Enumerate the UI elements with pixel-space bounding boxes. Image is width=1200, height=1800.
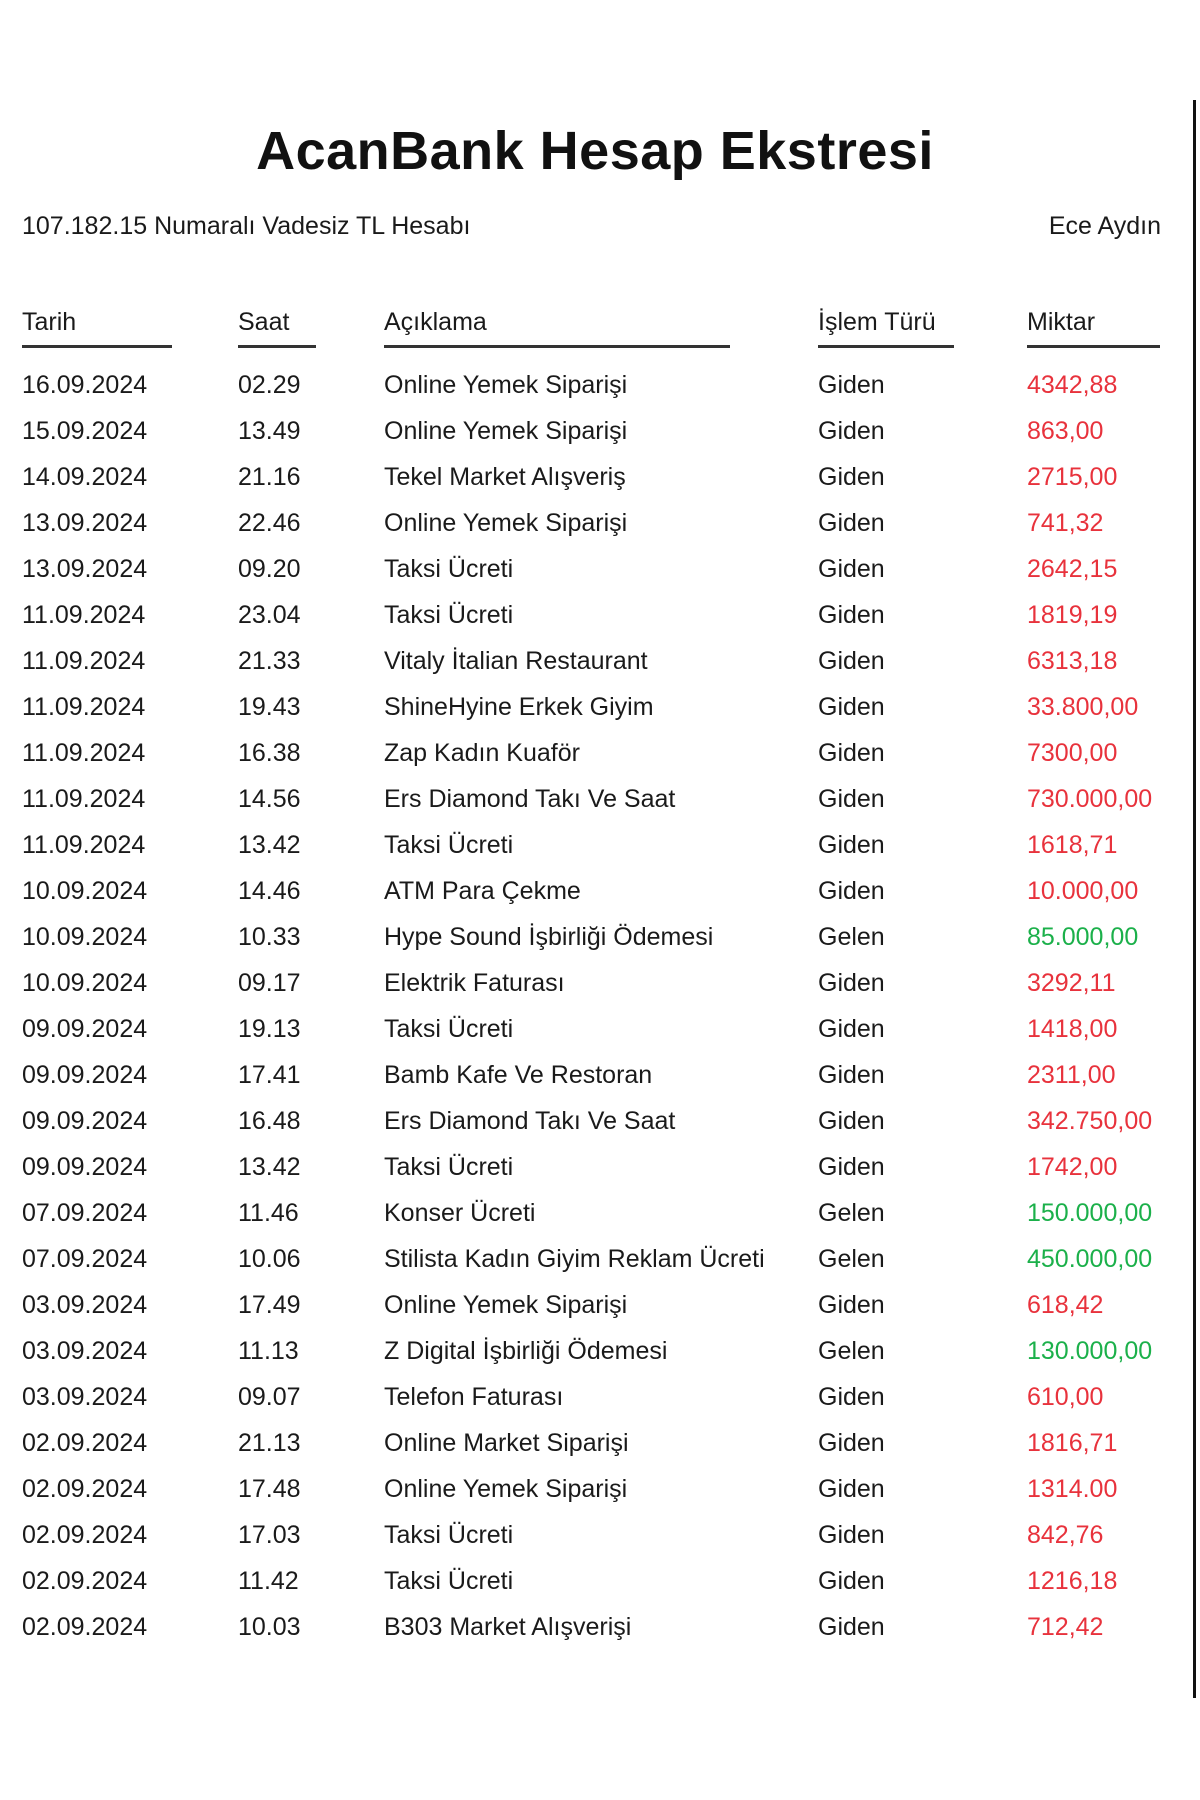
row-amount: 842,76 — [1027, 1521, 1104, 1549]
table-row — [0, 546, 1190, 592]
table-row — [0, 1144, 1190, 1190]
row-time: 16.38 — [238, 739, 301, 767]
row-description: Taksi Ücreti — [384, 601, 514, 629]
row-amount: 33.800,00 — [1027, 693, 1139, 721]
account-holder: Ece Aydın — [1048, 212, 1161, 240]
table-row — [0, 684, 1190, 730]
row-amount: 2642,15 — [1027, 555, 1118, 583]
row-time: 17.48 — [238, 1475, 301, 1503]
row-type: Giden — [818, 601, 885, 629]
table-row — [0, 1374, 1190, 1420]
row-time: 10.03 — [238, 1613, 301, 1641]
row-date: 02.09.2024 — [22, 1567, 148, 1595]
row-time: 14.56 — [238, 785, 301, 813]
table-row — [0, 1512, 1190, 1558]
row-type: Giden — [818, 1291, 885, 1319]
row-date: 07.09.2024 — [22, 1199, 148, 1227]
row-amount: 7300,00 — [1027, 739, 1118, 767]
row-description: ATM Para Çekme — [384, 877, 581, 905]
row-amount: 1618,71 — [1027, 831, 1118, 859]
row-type: Giden — [818, 647, 885, 675]
row-date: 16.09.2024 — [22, 371, 148, 399]
row-amount: 2715,00 — [1027, 463, 1118, 491]
row-type: Gelen — [818, 1199, 885, 1227]
row-time: 11.13 — [238, 1337, 299, 1365]
row-description: Online Market Siparişi — [384, 1429, 629, 1457]
statement-page — [0, 100, 1193, 1698]
row-type: Giden — [818, 371, 885, 399]
row-time: 09.20 — [238, 555, 301, 583]
row-date: 15.09.2024 — [22, 417, 148, 445]
page-edge-divider — [1193, 100, 1196, 1698]
row-date: 11.09.2024 — [22, 831, 146, 859]
row-description: Taksi Ücreti — [384, 831, 514, 859]
row-amount: 85.000,00 — [1027, 923, 1139, 951]
row-description: Taksi Ücreti — [384, 1015, 514, 1043]
row-amount: 150.000,00 — [1027, 1199, 1153, 1227]
row-time: 02.29 — [238, 371, 301, 399]
row-date: 03.09.2024 — [22, 1291, 148, 1319]
header-description: Açıklama — [384, 308, 730, 348]
row-date: 11.09.2024 — [22, 647, 146, 675]
table-row — [0, 1466, 1190, 1512]
table-row — [0, 822, 1190, 868]
row-description: Zap Kadın Kuaför — [384, 739, 580, 767]
row-time: 14.46 — [238, 877, 301, 905]
row-description: Z Digital İşbirliği Ödemesi — [384, 1337, 668, 1365]
row-amount: 3292,11 — [1027, 969, 1116, 997]
table-row — [0, 868, 1190, 914]
row-type: Giden — [818, 1015, 885, 1043]
row-type: Giden — [818, 1061, 885, 1089]
row-time: 19.13 — [238, 1015, 301, 1043]
row-type: Giden — [818, 785, 885, 813]
table-row — [0, 454, 1190, 500]
row-date: 09.09.2024 — [22, 1061, 148, 1089]
table-row — [0, 1052, 1190, 1098]
row-description: Tekel Market Alışveriş — [384, 463, 626, 491]
row-amount: 863,00 — [1027, 417, 1104, 445]
table-row — [0, 408, 1190, 454]
account-label: 107.182.15 Numaralı Vadesiz TL Hesabı — [22, 212, 471, 240]
row-type: Gelen — [818, 923, 885, 951]
row-amount: 130.000,00 — [1027, 1337, 1153, 1365]
table-row — [0, 730, 1190, 776]
row-amount: 450.000,00 — [1027, 1245, 1153, 1273]
row-date: 03.09.2024 — [22, 1383, 148, 1411]
row-description: Online Yemek Siparişi — [384, 1291, 628, 1319]
row-type: Gelen — [818, 1245, 885, 1273]
row-amount: 730.000,00 — [1027, 785, 1153, 813]
row-amount: 2311,00 — [1027, 1061, 1116, 1089]
row-amount: 1742,00 — [1027, 1153, 1118, 1181]
row-type: Giden — [818, 1567, 885, 1595]
row-amount: 1819,19 — [1027, 601, 1118, 629]
header-date: Tarih — [22, 308, 172, 348]
header-amount: Miktar — [1027, 308, 1160, 348]
row-date: 11.09.2024 — [22, 739, 146, 767]
row-type: Giden — [818, 969, 885, 997]
row-time: 22.46 — [238, 509, 301, 537]
table-row — [0, 960, 1190, 1006]
row-amount: 618,42 — [1027, 1291, 1104, 1319]
row-type: Giden — [818, 877, 885, 905]
row-type: Giden — [818, 1475, 885, 1503]
row-time: 21.33 — [238, 647, 301, 675]
row-time: 16.48 — [238, 1107, 301, 1135]
table-row — [0, 1558, 1190, 1604]
row-type: Giden — [818, 463, 885, 491]
row-date: 09.09.2024 — [22, 1015, 148, 1043]
table-row — [0, 1604, 1190, 1650]
table-row — [0, 1236, 1190, 1282]
row-description: Ers Diamond Takı Ve Saat — [384, 1107, 676, 1135]
row-time: 19.43 — [238, 693, 301, 721]
row-date: 02.09.2024 — [22, 1521, 148, 1549]
row-time: 09.17 — [238, 969, 301, 997]
row-description: Taksi Ücreti — [384, 1521, 514, 1549]
row-time: 10.06 — [238, 1245, 301, 1273]
table-row — [0, 1328, 1190, 1374]
row-type: Giden — [818, 555, 885, 583]
row-date: 07.09.2024 — [22, 1245, 148, 1273]
row-amount: 741,32 — [1027, 509, 1104, 537]
row-description: Bamb Kafe Ve Restoran — [384, 1061, 653, 1089]
row-date: 11.09.2024 — [22, 601, 146, 629]
row-amount: 712,42 — [1027, 1613, 1104, 1641]
row-time: 23.04 — [238, 601, 301, 629]
row-time: 13.49 — [238, 417, 301, 445]
row-type: Giden — [818, 1383, 885, 1411]
row-amount: 1314.00 — [1027, 1475, 1118, 1503]
row-amount: 610,00 — [1027, 1383, 1104, 1411]
table-row — [0, 362, 1190, 408]
row-type: Giden — [818, 1521, 885, 1549]
row-time: 11.46 — [238, 1199, 299, 1227]
table-row — [0, 776, 1190, 822]
row-date: 02.09.2024 — [22, 1475, 148, 1503]
table-row — [0, 1098, 1190, 1144]
row-description: Stilista Kadın Giyim Reklam Ücreti — [384, 1245, 765, 1273]
row-time: 10.33 — [238, 923, 301, 951]
table-row — [0, 1190, 1190, 1236]
row-type: Giden — [818, 831, 885, 859]
row-date: 11.09.2024 — [22, 693, 146, 721]
row-description: Taksi Ücreti — [384, 555, 514, 583]
transactions-list — [0, 362, 1190, 1650]
row-date: 11.09.2024 — [22, 785, 146, 813]
row-type: Giden — [818, 1613, 885, 1641]
row-type: Giden — [818, 693, 885, 721]
row-date: 10.09.2024 — [22, 877, 148, 905]
row-time: 17.41 — [238, 1061, 301, 1089]
row-amount: 1418,00 — [1027, 1015, 1118, 1043]
table-row — [0, 592, 1190, 638]
row-time: 17.49 — [238, 1291, 301, 1319]
row-date: 03.09.2024 — [22, 1337, 148, 1365]
row-time: 13.42 — [238, 1153, 301, 1181]
row-date: 10.09.2024 — [22, 923, 148, 951]
row-description: Taksi Ücreti — [384, 1153, 514, 1181]
row-date: 10.09.2024 — [22, 969, 148, 997]
table-row — [0, 638, 1190, 684]
row-description: Online Yemek Siparişi — [384, 371, 628, 399]
row-date: 09.09.2024 — [22, 1107, 148, 1135]
table-row — [0, 500, 1190, 546]
row-amount: 342.750,00 — [1027, 1107, 1153, 1135]
row-amount: 1816,71 — [1027, 1429, 1118, 1457]
row-description: B303 Market Alışverişi — [384, 1613, 632, 1641]
header-time: Saat — [238, 308, 316, 348]
row-description: Ers Diamond Takı Ve Saat — [384, 785, 676, 813]
row-description: Konser Ücreti — [384, 1199, 536, 1227]
row-type: Giden — [818, 509, 885, 537]
row-amount: 10.000,00 — [1027, 877, 1139, 905]
row-time: 21.13 — [238, 1429, 301, 1457]
row-type: Giden — [818, 1429, 885, 1457]
row-type: Giden — [818, 739, 885, 767]
row-description: Online Yemek Siparişi — [384, 417, 628, 445]
row-type: Giden — [818, 1107, 885, 1135]
table-header — [0, 308, 1190, 358]
table-row — [0, 914, 1190, 960]
header-type: İşlem Türü — [818, 308, 954, 348]
row-type: Giden — [818, 417, 885, 445]
row-description: Online Yemek Siparişi — [384, 1475, 628, 1503]
row-type: Gelen — [818, 1337, 885, 1365]
row-date: 02.09.2024 — [22, 1429, 148, 1457]
row-date: 02.09.2024 — [22, 1613, 148, 1641]
row-description: Telefon Faturası — [384, 1383, 564, 1411]
row-description: Hype Sound İşbirliği Ödemesi — [384, 923, 714, 951]
row-date: 14.09.2024 — [22, 463, 148, 491]
row-description: Elektrik Faturası — [384, 969, 565, 997]
row-description: Vitaly İtalian Restaurant — [384, 647, 648, 675]
row-time: 09.07 — [238, 1383, 301, 1411]
row-amount: 6313,18 — [1027, 647, 1118, 675]
row-amount: 1216,18 — [1027, 1567, 1118, 1595]
row-date: 13.09.2024 — [22, 555, 148, 583]
table-row — [0, 1420, 1190, 1466]
row-amount: 4342,88 — [1027, 371, 1118, 399]
table-row — [0, 1282, 1190, 1328]
row-description: Online Yemek Siparişi — [384, 509, 628, 537]
row-date: 09.09.2024 — [22, 1153, 148, 1181]
row-time: 17.03 — [238, 1521, 301, 1549]
row-type: Giden — [818, 1153, 885, 1181]
statement-title: AcanBank Hesap Ekstresi — [256, 121, 934, 181]
row-time: 13.42 — [238, 831, 301, 859]
row-time: 21.16 — [238, 463, 301, 491]
row-time: 11.42 — [238, 1567, 299, 1595]
row-description: ShineHyine Erkek Giyim — [384, 693, 654, 721]
row-date: 13.09.2024 — [22, 509, 148, 537]
row-description: Taksi Ücreti — [384, 1567, 514, 1595]
table-row — [0, 1006, 1190, 1052]
